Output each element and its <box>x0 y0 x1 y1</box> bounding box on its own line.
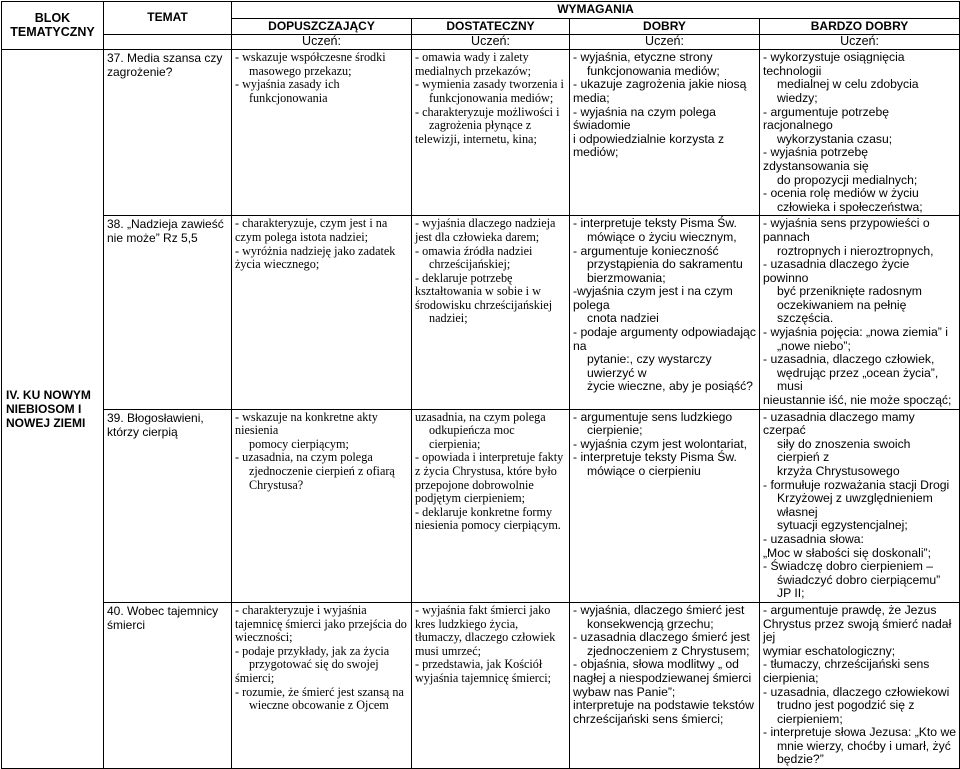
requirement-line: - objaśnia, słowa modlitwy „ od <box>573 657 739 672</box>
header-temat-blank <box>104 35 232 50</box>
requirement-line: - argumentuje potrzebę racjonalnego <box>763 104 890 133</box>
requirement-line: - uzasadnia, na czym polega <box>235 450 373 465</box>
requirement-line: - argumentuje prawdę, że Jezus <box>763 602 937 617</box>
requirement-line: - wyjaśnia, dlaczego śmierć jest <box>573 602 745 617</box>
requirement-line: tłumaczy, dlaczego człowiek <box>415 630 556 645</box>
requirement-line: Chrystusa? <box>249 477 304 492</box>
requirement-line: mnie wierzy, choćby i umarł, żyć <box>777 738 951 753</box>
requirement-cell-dobry <box>570 50 760 216</box>
requirement-line: - deklaruje konkretne formy <box>415 504 553 519</box>
requirement-line: - omawia wady i zalety <box>415 50 529 65</box>
requirement-line: telewizji, internetu, kina; <box>415 131 537 146</box>
requirement-line: - ocenia rolę mediów w życiu <box>763 186 919 201</box>
requirement-cell-dopuszczajacy <box>232 216 412 409</box>
uczen-label-1: Uczeń: <box>232 35 412 50</box>
requirement-cell-bardzo-dobry <box>760 409 960 602</box>
table-row <box>2 409 960 602</box>
header-blok-tematyczny: BLOK TEMATYCZNY <box>2 2 104 50</box>
requirement-cell-dopuszczajacy <box>232 50 412 216</box>
header-level-bardzo-dobry: BARDZO DOBRY <box>760 18 960 35</box>
requirement-line: masowego przekazu; <box>249 63 352 78</box>
requirement-line: - podaje argumenty odpowiadając na <box>573 325 756 353</box>
requirement-line: konsekwencją grzechu; <box>587 616 714 631</box>
requirement-line: - deklaruje potrzebę <box>415 270 513 285</box>
requirement-cell-dobry <box>570 409 760 602</box>
requirement-line: tajemnicę śmierci jako przejścia do <box>235 616 407 631</box>
requirement-cell-dostateczny <box>412 50 570 216</box>
requirement-line: - wyjaśnia potrzebę zdystansowania się <box>763 145 869 173</box>
requirement-line: wymiar eschatologiczny; <box>763 643 896 658</box>
requirement-line: - wykorzystuje osiągnięcia technologii <box>763 50 905 78</box>
uczen-label-3: Uczeń: <box>570 35 760 50</box>
requirement-line: oczekiwaniem na pełnię szczęścia. <box>777 297 907 326</box>
topic-cell: 38. „Nadzieja zawieść nie może” Rz 5,5 <box>104 216 232 409</box>
requirement-cell-bardzo-dobry <box>760 602 960 768</box>
requirement-line: - wskazuje na konkretne akty <box>235 409 378 424</box>
requirement-line: świadczyć dobro cierpiącemu” JP II; <box>777 572 941 601</box>
topic-cell: 40. Wobec tajemnicy śmierci <box>104 602 232 768</box>
requirement-line: trudno jest pogodzić się z cierpieniem; <box>777 698 915 726</box>
requirement-cell-dostateczny <box>412 216 570 409</box>
header-temat: TEMAT <box>104 2 232 35</box>
requirement-line: życia wiecznego; <box>235 257 320 272</box>
requirement-line: roztropnych i nieroztropnych, <box>777 243 934 258</box>
requirement-line: zagrożenia płynące z <box>429 118 532 133</box>
requirement-line: - Świadczę dobro cierpieniem – <box>763 559 934 574</box>
requirement-line: - wyjaśnia na czym polega świadomie <box>573 104 716 133</box>
requirement-line: jest dla człowieka darem; <box>415 229 540 244</box>
uczen-label-4: Uczeń: <box>760 35 960 50</box>
requirement-line: -wyjaśnia czym jest i na czym polega <box>573 284 733 312</box>
requirement-line: wędrując przez „ocean życia”, musi <box>777 365 939 394</box>
requirement-line: funkcjonowania <box>249 90 328 105</box>
requirement-line: środowisku chrześcijańskiej <box>415 297 553 312</box>
requirement-line: - interpretuje teksty Pisma Św. <box>573 216 737 231</box>
requirement-line: chrześcijański sens śmierci; <box>573 711 724 726</box>
requirement-line: być przeniknięte radosnym <box>777 284 922 299</box>
requirement-line: mówiące o cierpieniu <box>587 464 701 478</box>
requirement-line: cnota nadziei <box>587 311 659 326</box>
requirement-line: - charakteryzuje, czym jest i na <box>235 216 388 231</box>
requirement-line: - wskazuje współczesne środki <box>235 50 386 65</box>
requirement-line: - wyjaśnia zasady ich <box>235 77 340 92</box>
topic-cell: 39. Błogosławieni, którzy cierpią <box>104 409 232 602</box>
requirement-line: odkupieńcza moc cierpienia; <box>429 423 515 451</box>
requirement-line: nadziei; <box>429 311 468 326</box>
requirement-line: kres ludzkiego życia, <box>415 616 519 631</box>
requirement-line: - argumentuje konieczność <box>573 243 719 258</box>
requirement-line: wykorzystania czasu; <box>777 131 893 146</box>
requirement-line: - wyjaśnia pojęcia: „nowa ziemia” i <box>763 325 948 340</box>
requirement-line: i odpowiedzialnie korzysta z mediów; <box>573 131 725 160</box>
requirement-line: - uzasadnia, dlaczego człowiek, <box>763 352 935 367</box>
requirement-line: wybaw nas Panie”; <box>573 684 676 699</box>
requirement-line: - rozumie, że śmierć jest szansą na <box>235 684 404 699</box>
requirement-line: do propozycji medialnych; <box>777 172 918 187</box>
requirement-line: podjętym cierpieniem; <box>415 491 525 506</box>
requirement-line: - omawia źródła nadziei <box>415 243 533 258</box>
requirement-line: kształtowania w sobie i w <box>415 284 541 299</box>
header-wymagania: WYMAGANIA <box>232 2 960 19</box>
requirement-line: nagłej a niespodziewanej śmierci <box>573 670 752 685</box>
requirement-line: będzie?” <box>777 752 824 767</box>
topic-cell: 37. Media szansa czy zagrożenie? <box>104 50 232 216</box>
requirement-line: - uzasadnia dlaczego życie powinno <box>763 257 910 285</box>
requirement-line: zjednoczeniem z Chrystusem; <box>587 643 750 658</box>
uczen-label-2: Uczeń: <box>412 35 570 50</box>
requirement-cell-bardzo-dobry <box>760 50 960 216</box>
requirement-line: człowieka i społeczeństwa; <box>777 199 923 214</box>
requirement-line: - tłumaczy, chrześcijański sens <box>763 657 930 672</box>
requirement-line: życie wieczne, aby je posiąść? <box>587 379 753 394</box>
requirement-line: - wyjaśnia dlaczego nadzieja <box>415 216 556 231</box>
requirement-cell-dobry <box>570 216 760 409</box>
requirement-line: cierpienia; <box>763 670 819 685</box>
requirement-line: krzyża Chrystusowego <box>777 464 900 478</box>
requirement-line: - wymienia zasady tworzenia i <box>415 77 564 92</box>
requirement-line: „nowe niebo”; <box>777 338 851 353</box>
requirement-line: - interpretuje słowa Jezusa: „Kto we <box>763 725 957 740</box>
requirement-line: mówiące o życiu wiecznym, <box>587 229 737 244</box>
requirement-line: przepojone dobrowolnie <box>415 477 534 492</box>
requirement-line: - charakteryzuje możliwości i <box>415 104 560 119</box>
requirement-cell-dopuszczajacy <box>232 409 412 602</box>
requirement-line: czym polega istota nadziei; <box>235 229 368 244</box>
requirement-line: uzasadnia, na czym polega <box>415 409 546 424</box>
requirement-line: siły do znoszenia swoich cierpień z <box>777 436 911 465</box>
requirement-line: wieczne obcowanie z Ojcem <box>249 698 389 713</box>
requirement-line: - podaje przykłady, jak za życia <box>235 643 390 658</box>
requirement-cell-dobry <box>570 602 760 768</box>
requirement-line: - przedstawia, jak Kościół <box>415 657 543 672</box>
requirement-line: - argumentuje sens ludzkiego <box>573 409 733 424</box>
header-level-dopuszczajacy: DOPUSZCZAJĄCY <box>232 18 412 35</box>
section-title: IV. KU NOWYM NIEBIOSOM I NOWEJ ZIEMI <box>2 50 104 769</box>
requirement-line: - ukazuje zagrożenia jakie niosą <box>573 77 747 92</box>
requirement-cell-dostateczny <box>412 602 570 768</box>
requirement-line: - wyróżnia nadzieję jako zadatek <box>235 243 396 258</box>
requirement-line: medialnej w celu zdobycia wiedzy; <box>777 77 919 105</box>
requirement-line: zjednoczenie cierpień z ofiarą <box>249 464 395 478</box>
requirement-line: - wyjaśnia czym jest wolontariat, <box>573 436 748 451</box>
requirement-line: pytanie:, czy wystarczy uwierzyć w <box>587 352 712 380</box>
requirement-line: musi umrzeć; <box>415 643 481 658</box>
requirement-line: funkcjonowania mediów; <box>429 90 554 105</box>
requirement-line: - uzasadnia dlaczego mamy czerpać <box>763 409 915 438</box>
table-row <box>2 50 960 216</box>
requirement-line: z życia Chrystusa, które było <box>415 464 557 478</box>
requirement-line: funkcjonowania mediów; <box>587 63 720 78</box>
requirement-cell-dopuszczajacy <box>232 602 412 768</box>
requirement-line: pomocy cierpiącym; <box>249 436 349 451</box>
header-level-dostateczny: DOSTATECZNY <box>412 18 570 35</box>
requirement-line: niesienia <box>235 423 279 438</box>
requirement-line: - uzasadnia dlaczego śmierć jest <box>573 630 750 645</box>
requirement-cell-bardzo-dobry <box>760 216 960 409</box>
requirement-line: - wyjaśnia fakt śmierci jako <box>415 602 551 617</box>
requirement-line: Chrystus przez swoją śmierć nadał jej <box>763 616 952 645</box>
requirement-line: sytuacji egzystencjalnej; <box>777 518 908 533</box>
requirement-line: przygotować się do swojej <box>249 657 379 672</box>
table-row <box>2 602 960 768</box>
table-row <box>2 216 960 409</box>
requirement-line: cierpienie; <box>587 423 643 438</box>
requirement-line: przystąpienia do sakramentu <box>587 257 743 272</box>
requirement-line: śmierci; <box>235 670 275 685</box>
requirement-line: - opowiada i interpretuje fakty <box>415 450 564 465</box>
requirement-line: „Moc w słabości się doskonali”; <box>763 545 931 560</box>
requirement-line: media; <box>573 90 610 105</box>
curriculum-table <box>1 1 960 769</box>
requirement-line: medialnych przekazów; <box>415 63 532 78</box>
requirement-line: - wyjaśnia sens przypowieści o pannach <box>763 216 930 244</box>
requirement-line: - uzasadnia słowa: <box>763 531 864 546</box>
requirement-line: niesienia pomocy cierpiącym. <box>415 518 561 533</box>
requirement-line: - formułuje rozważania stacji Drogi <box>763 477 950 492</box>
requirement-line: bierzmowania; <box>587 270 666 285</box>
requirement-line: - wyjaśnia, etyczne strony <box>573 50 713 65</box>
requirement-line: chrześcijańskiej; <box>429 257 511 272</box>
requirement-line: - charakteryzuje i wyjaśnia <box>235 602 367 617</box>
requirement-line: - interpretuje teksty Pisma Św. <box>573 450 737 465</box>
requirement-line: wieczności; <box>235 630 293 645</box>
requirement-cell-dostateczny <box>412 409 570 602</box>
requirement-line: interpretuje na podstawie tekstów <box>573 698 754 713</box>
requirement-line: Krzyżowej z uwzględnieniem własnej <box>777 491 933 519</box>
requirement-line: - uzasadnia, dlaczego człowiekowi <box>763 684 950 699</box>
requirement-line: wyjaśnia tajemnicę śmierci; <box>415 670 552 685</box>
requirement-line: nieustannie iść, nie może spocząć; <box>763 393 952 408</box>
header-level-dobry: DOBRY <box>570 18 760 35</box>
